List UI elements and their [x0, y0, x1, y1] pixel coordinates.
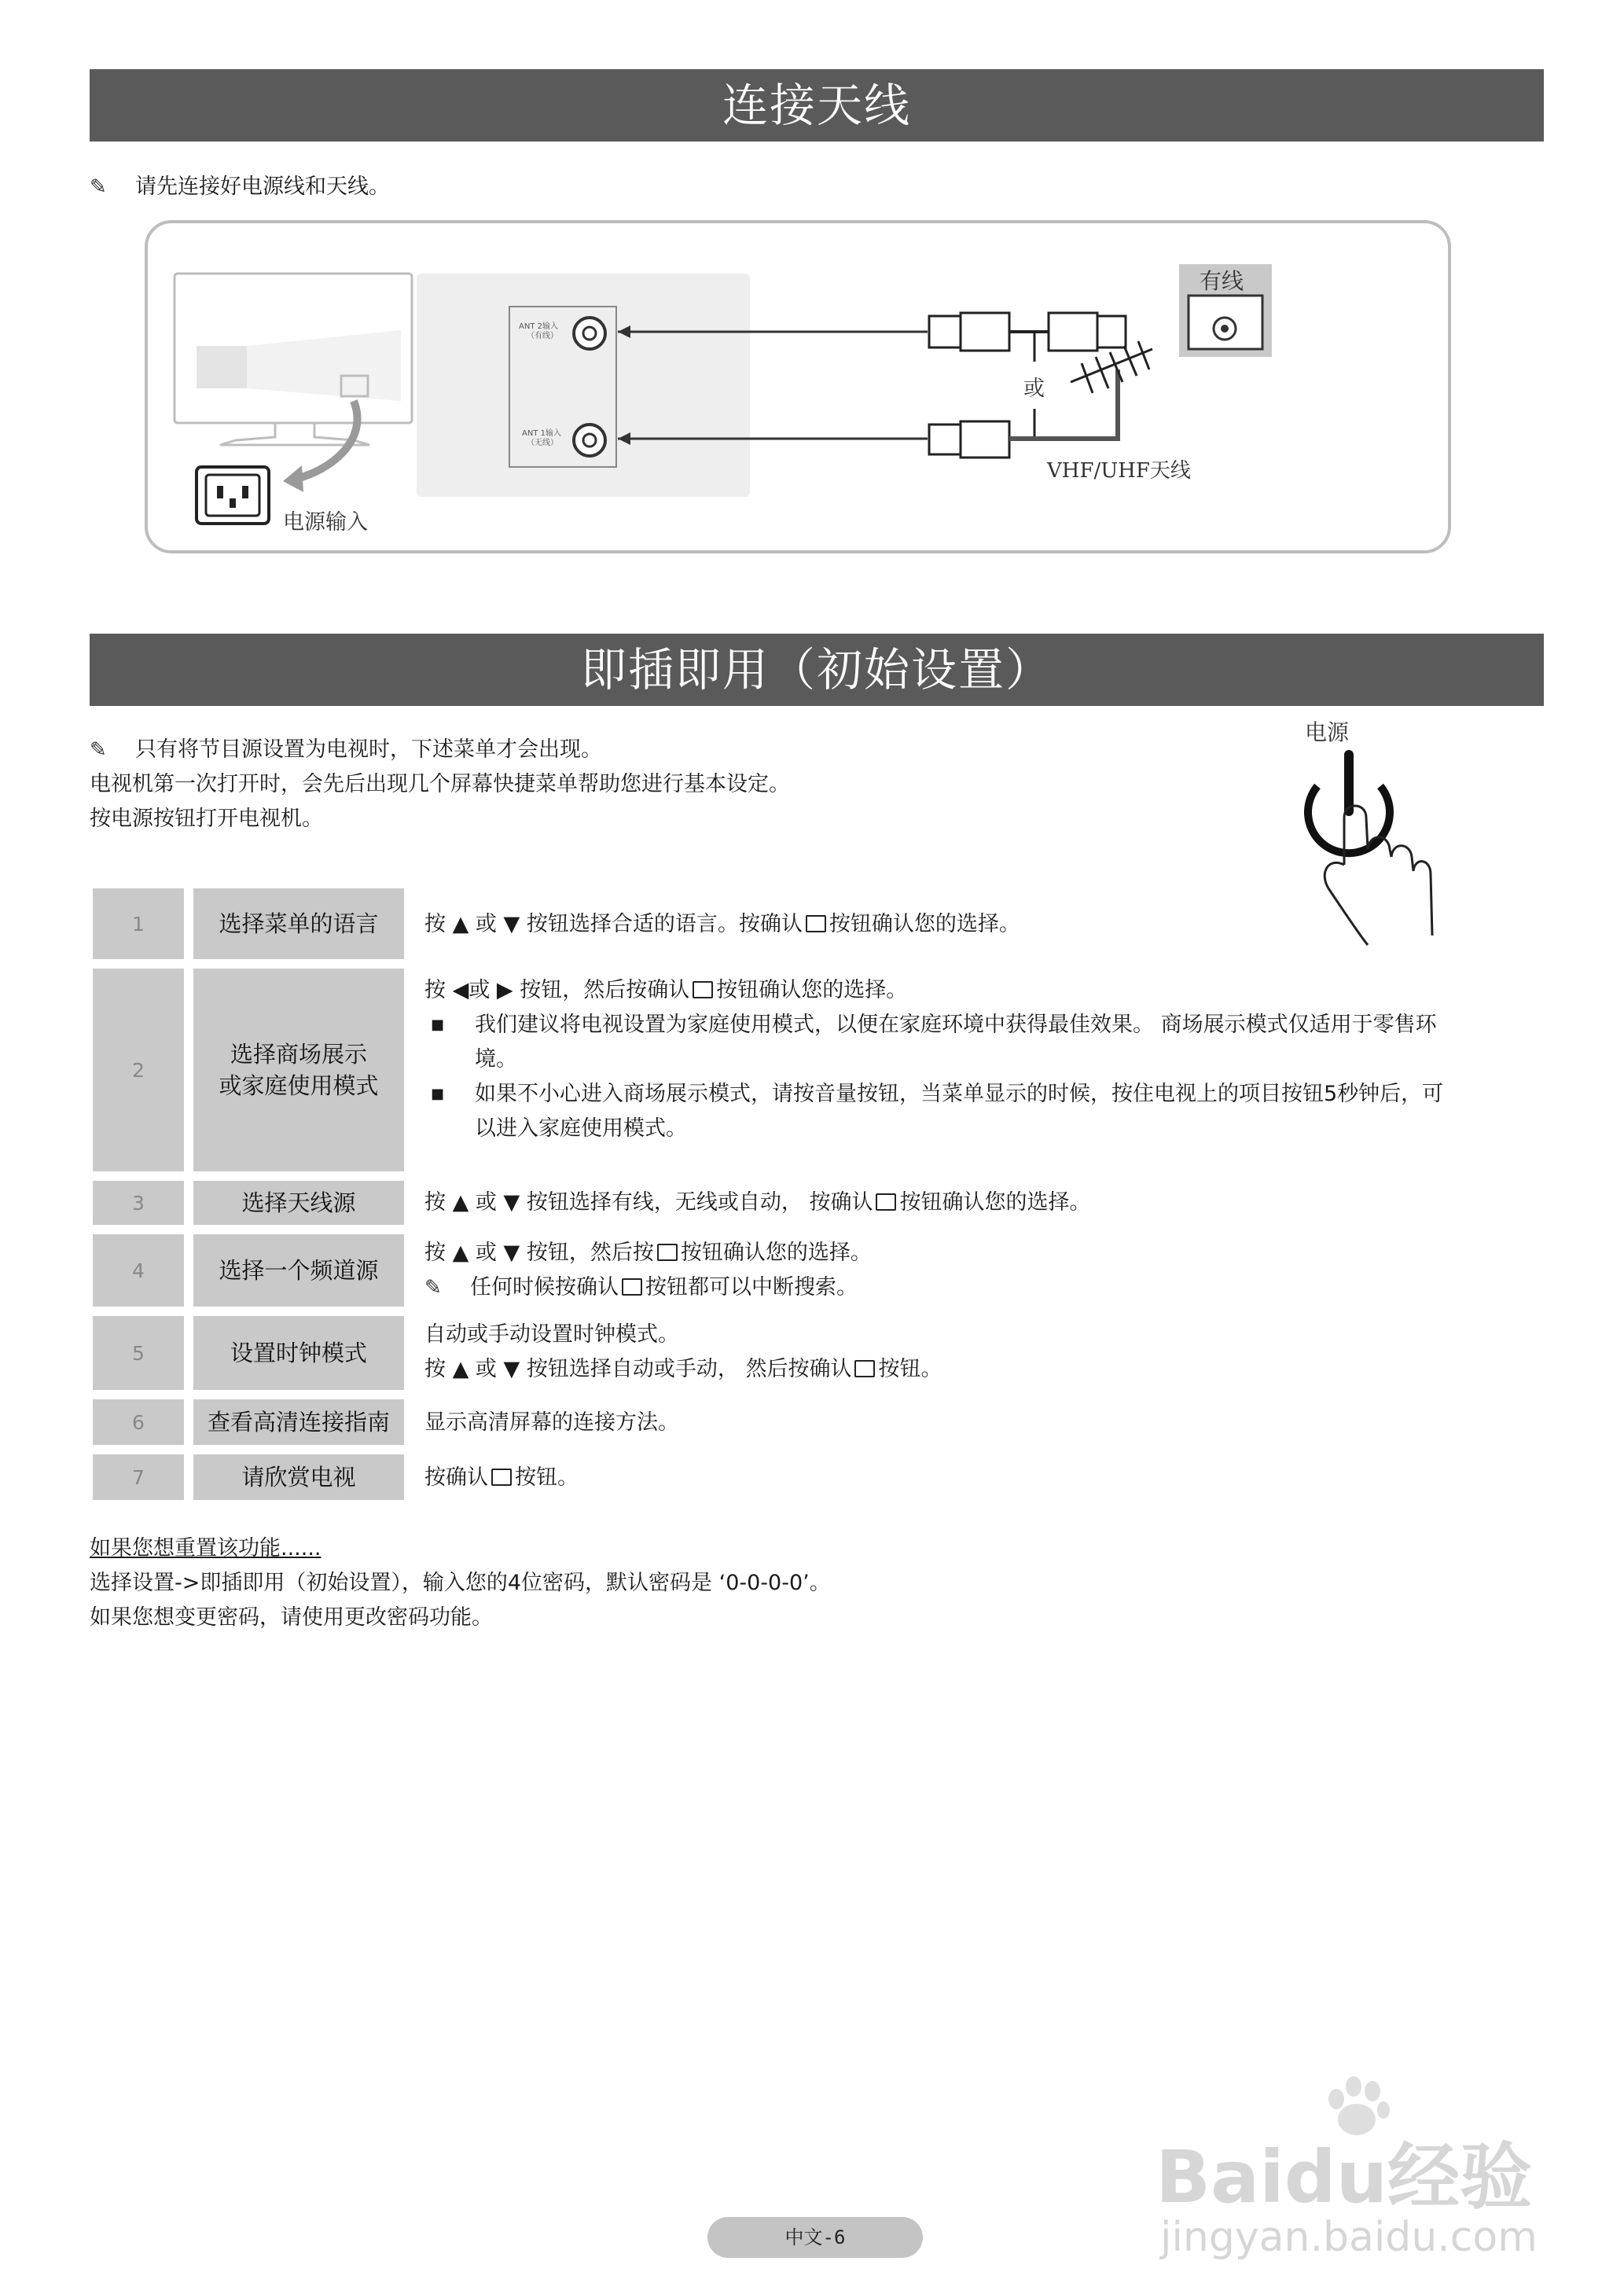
step-title: 选择一个频道源 [193, 1234, 404, 1307]
section-title-plug-and-play: 即插即用（初始设置） [90, 634, 1544, 706]
step-row-4 [93, 1234, 1445, 1307]
power-inlet-icon [197, 467, 269, 524]
intro-line2: 按电源按钮打开电视机。 [90, 807, 323, 831]
enter-key-icon [622, 1278, 642, 1296]
tv-back-icon [175, 274, 412, 445]
watermark-url: jingyan.baidu.com [1160, 2214, 1538, 2261]
step-number: 5 [93, 1316, 184, 1390]
cable-label: 有线 [1200, 268, 1244, 294]
enter-key-icon [876, 1193, 896, 1211]
watermark-brand: Baidu经验 [1156, 2135, 1533, 2219]
or-label: 或 [1023, 377, 1045, 401]
enter-key-icon [806, 915, 826, 932]
ant1-jack-icon [574, 425, 605, 456]
note-source: ✎ 只有将节目源设置为电视时，下述菜单才会出现。 [90, 733, 790, 767]
step-description: 按 ▲ 或 ▼ 按钮，然后按 按钮确认您的选择。 ✎ 任何时候按确认 按钮都可以中断搜索。 [424, 1236, 1445, 1305]
antenna-label: VHF/UHF天线 [1047, 459, 1191, 483]
step-description: 按 ▲ 或 ▼ 按钮选择有线，无线或自动， 按确认 按钮确认您的选择。 [424, 1190, 1091, 1215]
step-number: 4 [93, 1234, 184, 1307]
section2-text [90, 733, 790, 836]
reset-line1: 选择设置->即插即用（初始设置），输入您的4位密码，默认密码是 ‘0-0-0-0’。 [90, 1571, 831, 1595]
step-title: 请欣赏电视 [193, 1454, 404, 1500]
ant1-label: ANT 1输入 （无线） [522, 429, 561, 447]
step-title: 查看高清连接指南 [193, 1399, 404, 1445]
step-number: 3 [93, 1181, 184, 1225]
step-row-1 [93, 888, 1445, 959]
reset-line2: 如果您想变更密码，请使用更改密码功能。 [90, 1605, 493, 1630]
intro-line1: 电视机第一次打开时，会先后出现几个屏幕快捷菜单帮助您进行基本设定。 [90, 772, 790, 796]
page-number: 中文-6 [707, 2217, 923, 2258]
reset-section [90, 1531, 831, 1635]
enter-key-icon [693, 981, 713, 998]
step-number: 6 [93, 1399, 184, 1445]
ant2-label: ANT 2输入 （有线） [519, 322, 558, 340]
step-description: 按 ◀或 ▶ 按钮，然后按确认 按钮确认您的选择。 ■ 我们建议将电视设置为家庭使用模式，以便在家庭环境中获得最佳效果。 商场展示模式仅适用于零售环境。 ■ 如果不小心进入商场展示模式，请按音量按钮，当菜单显示的时候，按住电视上的项目按钮5秒钟后，可以进入家庭使用模式。 [424, 973, 1445, 1146]
step-description: 按确认 按钮。 [424, 1465, 579, 1490]
coax-connector-bottom-icon [929, 421, 1009, 458]
step-description: 按 ▲ 或 ▼ 按钮选择合适的语言。按确认 按钮确认您的选择。 [424, 912, 1020, 936]
pencil-note-icon: ✎ [424, 1276, 442, 1300]
enter-key-icon [854, 1360, 875, 1377]
power-input-label: 电源输入 [283, 510, 368, 535]
step-description: 自动或手动设置时钟模式。 按 ▲ 或 ▼ 按钮选择自动或手动， 然后按确认 按钮。 [424, 1322, 942, 1381]
step-row-3 [93, 1181, 1445, 1225]
connection-diagram-art [0, 0, 1624, 597]
enter-key-icon [491, 1469, 512, 1486]
pencil-note-icon: ✎ [90, 175, 107, 199]
step-description: 显示高清屏幕的连接方法。 [424, 1410, 679, 1435]
step-number: 2 [93, 969, 184, 1171]
reset-heading: 如果您想重置该功能...... [90, 1536, 321, 1561]
pencil-note-icon: ✎ [90, 738, 107, 762]
step-note: ✎ 任何时候按确认 按钮都可以中断搜索。 [424, 1270, 1445, 1305]
step-title: 选择商场展示 或家庭使用模式 [193, 969, 404, 1171]
step-title: 选择天线源 [193, 1181, 404, 1225]
step-row-5 [93, 1316, 1445, 1390]
ant2-jack-icon [574, 318, 605, 349]
step-number: 7 [93, 1454, 184, 1500]
bullet-item: ■ 如果不小心进入商场展示模式，请按音量按钮，当菜单显示的时候，按住电视上的项目按钮5秒钟后，可以进入家庭使用模式。 [431, 1082, 1444, 1141]
enter-key-icon [657, 1244, 678, 1261]
step-title: 设置时钟模式 [193, 1316, 404, 1390]
step-row-6 [93, 1399, 1445, 1445]
step-title: 选择菜单的语言 [193, 888, 404, 959]
step-row-2 [93, 969, 1445, 1171]
section-title-antenna: 连接天线 [90, 69, 1544, 142]
power-button-label: 电源 [1305, 719, 1350, 745]
step-number: 1 [93, 888, 184, 959]
note-antenna: ✎ 请先连接好电源线和天线。 [90, 170, 390, 204]
bullet-item: ■ 我们建议将电视设置为家庭使用模式，以便在家庭环境中获得最佳效果。 商场展示模式仅适用于零售环境。 [431, 1013, 1437, 1072]
step-row-7 [93, 1454, 1445, 1500]
